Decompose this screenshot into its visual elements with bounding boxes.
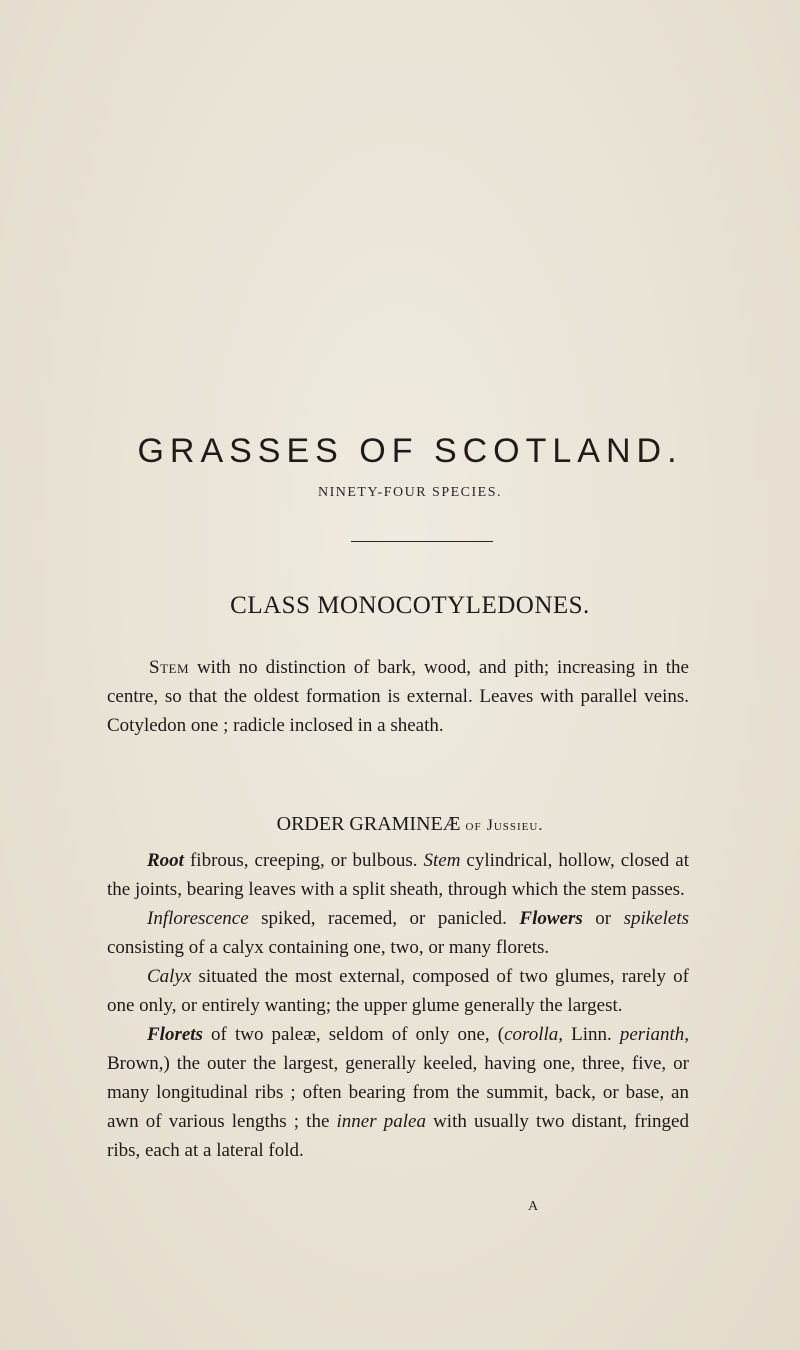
stem-text: cylindrical, hollow, closed at the joints, bearing leaves with a split sheath, through which the stem passes. <box>107 850 689 900</box>
term-spikelets: spikelets <box>623 908 690 929</box>
florets-text-3: Brown,) the outer the largest, generally keeled, having one, three, five, or many longitudinal ribs ; often bearing from the summit, back, or base, an awn of various lengths ; the <box>107 1053 689 1132</box>
inflorescence-text: spiked, racemed, or panicled. <box>248 908 520 929</box>
florets-text-2: Linn. <box>563 1024 620 1045</box>
florets-text-4: with usually two distant, fringed ribs, each at a lateral fold. <box>107 1111 689 1161</box>
paragraph-florets <box>107 1020 689 1165</box>
term-inflorescence: Inflorescence <box>147 908 249 929</box>
paragraph-inflorescence <box>107 904 689 962</box>
order-heading-main: ORDER GRAMINEÆ <box>276 813 461 835</box>
term-stem: Stem <box>423 850 461 871</box>
term-corolla: corolla, <box>504 1024 564 1045</box>
signature-mark: A <box>528 1199 539 1214</box>
class-description <box>107 653 689 740</box>
inflorescence-mid: or <box>582 908 624 929</box>
term-calyx: Calyx <box>147 966 192 987</box>
term-perianth: perianth, <box>619 1024 689 1045</box>
order-description <box>107 846 689 1165</box>
spikelets-text: consisting of a calyx containing one, two, or many florets. <box>107 937 550 958</box>
term-flowers: Flowers <box>519 908 583 929</box>
page-title: GRASSES OF SCOTLAND. <box>137 432 683 470</box>
paragraph-root <box>107 846 689 904</box>
term-root: Root <box>147 850 184 871</box>
order-heading <box>20 813 800 836</box>
calyx-text: situated the most external, composed of two glumes, rarely of one only, or entirely wanting; the upper glume generally the largest. <box>107 966 689 1016</box>
class-text: with no distinction of bark, wood, and pith; increasing in the centre, so that the oldest formation is external. Leaves with parallel veins. Cotyledon one ; radicle inclosed in a sheath. <box>107 657 689 736</box>
term-florets: Florets <box>147 1024 203 1045</box>
divider-rule <box>351 541 493 542</box>
order-heading-suffix: of Jussieu. <box>465 817 544 834</box>
root-text: fibrous, creeping, or bulbous. <box>183 850 424 871</box>
term-inner-palea: inner palea <box>336 1111 426 1132</box>
page-subtitle: NINETY-FOUR SPECIES. <box>317 485 502 500</box>
florets-text-1: of two paleæ, seldom of only one, ( <box>202 1024 505 1045</box>
class-lead-word: Stem <box>149 657 190 678</box>
class-heading: CLASS MONOCOTYLEDONES. <box>230 592 590 619</box>
paragraph-calyx <box>107 962 689 1020</box>
